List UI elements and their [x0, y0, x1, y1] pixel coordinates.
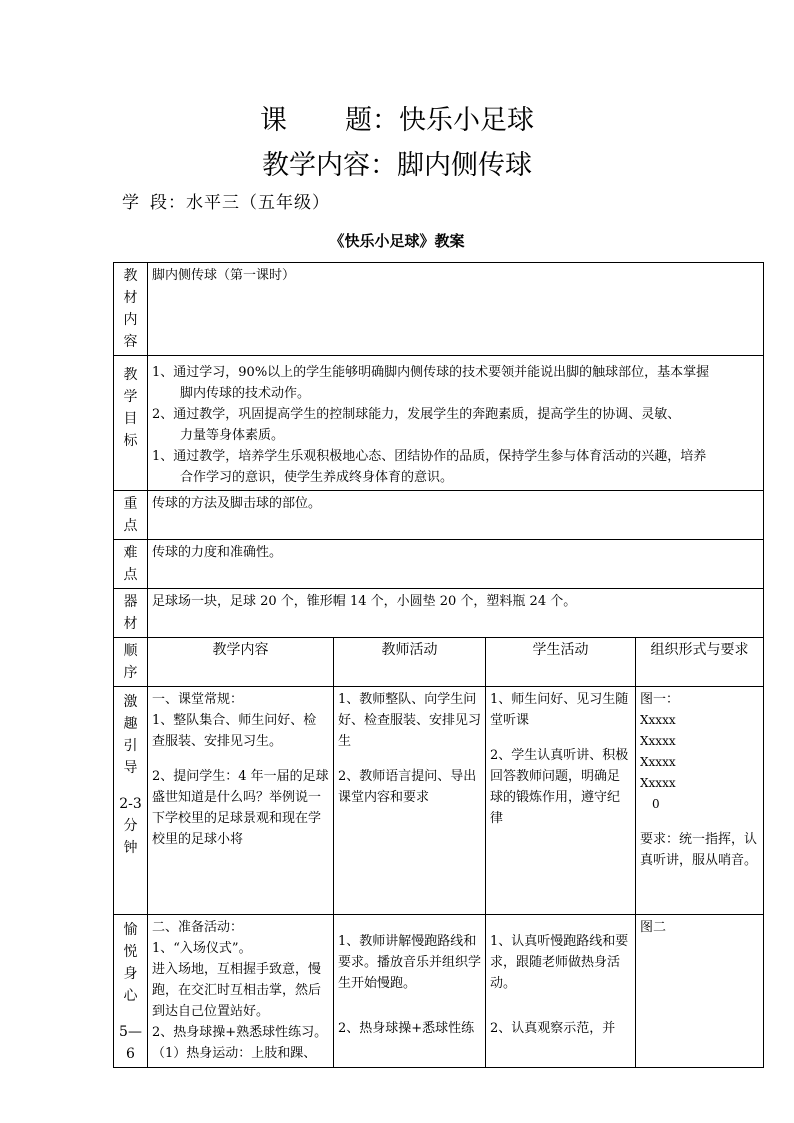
content-item: （1）热身运动：上肢和踝、 — [152, 1046, 317, 1061]
student-activity — [486, 687, 636, 915]
goal-item: 1、通过学习，90%以上的学生能够明确脚内侧传球的技术要领并能说出脚的触球部位，基本掌握 — [152, 365, 710, 380]
teacher-item: 1、教师讲解慢跑路线和要求。播放音乐并组织学生开始慢跑。 — [338, 934, 482, 991]
student-item: 2、学生认真听讲、积极回答教师问题，明确足球的锻炼作用，遵守纪律 — [490, 748, 629, 826]
goals-label: 教 学 目 标 — [123, 367, 138, 449]
goal-item: 1、通过教学，培养学生乐观积极地心态、团结协作的品质，保持学生参与体育活动的兴趣，培养 — [152, 449, 707, 464]
formation-row: Xxxxx — [640, 713, 676, 727]
organization-cell — [636, 915, 764, 1068]
equipment-text: 足球场一块，足球 20 个，锥形帽 14 个，小圆垫 20 个，塑料瓶 24 个。 — [148, 589, 764, 638]
teacher-item: 2、热身球操+悉球性练 — [338, 1021, 475, 1036]
goal-item-continued: 力量等身体素质。 — [180, 428, 285, 443]
material-row — [114, 263, 764, 356]
goals-text — [148, 356, 764, 491]
content-item: 2、热身球操+熟悉球性练习。 — [152, 1025, 328, 1040]
teacher-position-marker: 0 — [652, 797, 660, 811]
phase-label: 激 趣 引 导 — [123, 694, 138, 776]
phase-row-warmup-intro — [114, 687, 764, 915]
column-header-row — [114, 638, 764, 687]
student-item: 1、师生问好、见习生随堂听课 — [490, 692, 629, 728]
formation-row: Xxxxx — [640, 776, 676, 790]
goal-item: 2、通过教学，巩固提高学生的控制球能力，发展学生的奔跑素质，提高学生的协调、灵敏、 — [152, 407, 681, 422]
teacher-item: 1、教师整队、向学生问好、检查服装、安排见习生 — [338, 692, 482, 749]
phase-time: 5— 6 — [119, 1024, 142, 1062]
phase-content — [148, 915, 334, 1068]
column-header-content: 教学内容 — [148, 638, 334, 687]
column-header-organization: 组织形式与要求 — [636, 638, 764, 687]
lesson-plan-title: 《快乐小足球》教案 — [329, 232, 465, 250]
goal-item-continued: 合作学习的意识，使学生养成终身体育的意识。 — [180, 470, 454, 485]
content-item: 进入场地，互相握手致意，慢跑，在交汇时互相击掌，然后到达自己位置站好。 — [152, 962, 322, 1019]
student-activity — [486, 915, 636, 1068]
organization-cell — [636, 687, 764, 915]
teacher-item: 2、教师语言提问、导出课堂内容和要求 — [338, 769, 477, 805]
figure-label: 图二 — [640, 920, 667, 935]
key-point-text: 传球的方法及脚击球的部位。 — [148, 491, 764, 540]
content-item: 2、提问学生：4 年一届的足球盛世知道是什么吗？举例说一下学校里的足球景观和现在学校里的足球小将 — [152, 769, 329, 847]
stage-text: 段：水平三（五年级） — [150, 193, 330, 213]
teacher-activity — [334, 687, 486, 915]
equipment-row — [114, 589, 764, 638]
difficulty-label: 难 点 — [123, 545, 138, 583]
content-heading: 一、课堂常规： — [152, 692, 244, 707]
teaching-content-heading: 教学内容：脚内侧传球 — [262, 150, 532, 181]
phase-label: 愉 悦 身 心 — [123, 922, 138, 1004]
phase-content — [148, 687, 334, 915]
student-item: 1、认真听慢跑路线和要求，跟随老师做热身活动。 — [490, 934, 629, 991]
lesson-plan-table — [113, 262, 764, 1068]
lesson-topic — [0, 98, 794, 137]
content-item: 1、整队集合、师生问好、检查服装、安排见习生。 — [152, 713, 317, 749]
content-item: 1、“入场仪式”。 — [152, 941, 252, 956]
teacher-activity — [334, 915, 486, 1068]
topic-label: 课 — [260, 105, 287, 136]
student-item: 2、认真观察示范，并 — [490, 1021, 616, 1036]
content-heading: 二、准备活动： — [152, 920, 244, 935]
key-point-label: 重 点 — [123, 496, 138, 534]
goals-row — [114, 356, 764, 491]
school-stage — [122, 188, 330, 213]
phase-time: 2-3 分 钟 — [119, 796, 142, 856]
figure-label: 图一： — [640, 692, 680, 707]
key-point-row — [114, 491, 764, 540]
formation-row: Xxxxx — [640, 755, 676, 769]
difficulty-text: 传球的力度和准确性。 — [148, 540, 764, 589]
stage-label: 学 — [122, 193, 140, 213]
column-header-student: 学生活动 — [486, 638, 636, 687]
formation-row: Xxxxx — [640, 734, 676, 748]
goal-item-continued: 脚内传球的技术动作。 — [180, 386, 311, 401]
material-label: 教 材 内 容 — [123, 268, 138, 350]
column-header-teacher: 教师活动 — [334, 638, 486, 687]
material-text: 脚内侧传球（第一课时） — [148, 263, 764, 356]
equipment-label: 器 材 — [123, 594, 138, 632]
organization-requirement: 要求：统一指挥，认真听讲，服从哨音。 — [640, 832, 758, 868]
sequence-label: 顺 序 — [123, 643, 138, 681]
phase-row-warmup-activity — [114, 915, 764, 1068]
topic-text: 题：快乐小足球 — [345, 105, 534, 136]
difficulty-row — [114, 540, 764, 589]
